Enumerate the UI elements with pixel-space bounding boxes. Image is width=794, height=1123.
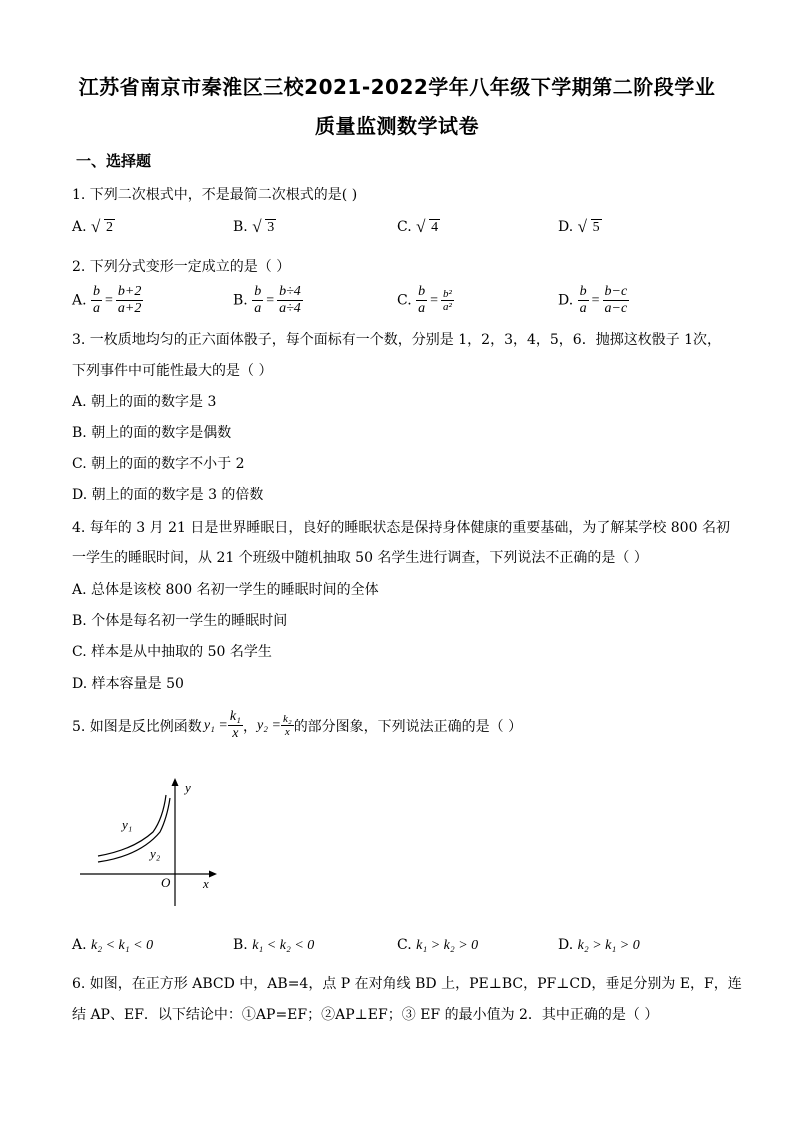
q3-stem-line1: 3. 一枚质地均匀的正六面体骰子，每个面标有一个数，分别是 1，2，3，4，5，6．抛掷这枚骰子 1次， — [72, 332, 722, 348]
q2-option-a: A. $\frac{b}{a}$ = $\frac{b+2}{a+2}$ — [72, 284, 142, 316]
q3-stem-line2: 下列事件中可能性最大的是（ ） — [72, 363, 273, 379]
q4-option-a: A. 总体是该校 800 名初一学生的睡眠时间的全体 — [72, 582, 379, 598]
q2-option-b: B. $\frac{b}{a}$ = $\frac{b\div 4}{a\div 4}$ — [233, 284, 301, 316]
q4-option-d: D. 样本容量是 50 — [72, 676, 184, 692]
q1-option-c: C. √ 4 — [397, 217, 439, 236]
q5-option-c: C. k₁ > k₂ > 0 — [397, 937, 479, 953]
curve-y1-label: y₁ — [122, 817, 133, 832]
q4-stem-line1: 4. 每年的 3 月 21 日是世界睡眠日，良好的睡眠状态是保持身体健康的重要基础，为了解某学校 800 名初 — [72, 520, 730, 536]
q5-stem: 5. 如图是反比例函数 y₁ = $\frac{\text{k₁}}{x}$ ， y₂ = $\frac{\text{k₂}}{x}$ 的部分图象，下列说法正确的是（ ） — [72, 709, 523, 741]
q5-option-a: A. k₂ < k₁ < 0 — [72, 937, 154, 953]
q3-option-d: D. 朝上的面的数字是 3 的倍数 — [72, 487, 264, 503]
q2-stem: 2. 下列分式变形一定成立的是（ ） — [72, 259, 291, 275]
q4-stem-line2: 一学生的睡眠时间，从 21 个班级中随机抽取 50 名学生进行调查，下列说法不正确的是（ ） — [72, 550, 648, 566]
q1-option-a: A. √ 2 — [72, 217, 114, 236]
q5-option-d: D. k₂ > k₁ > 0 — [558, 937, 640, 953]
exam-title-line2: 质量监测数学试卷 — [315, 114, 479, 138]
q4-option-b: B. 个体是每名初一学生的睡眠时间 — [72, 613, 288, 629]
origin-label: O — [161, 875, 171, 890]
exam-title-line1: 江苏省南京市秦淮区三校2021-2022学年八年级下学期第二阶段学业 — [78, 75, 716, 99]
q3-option-b: B. 朝上的面的数字是偶数 — [72, 425, 232, 441]
q2-option-c: C. $\frac{b}{a}$ = $\frac{\text{b²}}{\text{a²}}$ — [397, 284, 452, 316]
q3-option-a: A. 朝上的面的数字是 3 — [72, 394, 217, 410]
x-axis-label: x — [203, 876, 209, 891]
section-heading: 一、选择题 — [76, 152, 152, 170]
x-axis-arrow — [209, 871, 217, 878]
q6-stem-line1: 6. 如图，在正方形 ABCD 中，AB=4，点 P 在对角线 BD 上，PE⊥BC，PF⊥CD，垂足分别为 E，F，连 — [72, 976, 742, 992]
y-axis-arrow — [172, 778, 179, 786]
q1-stem: 1. 下列二次根式中，不是最简二次根式的是( ) — [72, 187, 358, 203]
q5-function-graph — [78, 770, 223, 910]
q1-option-d: D. √ 5 — [558, 217, 600, 236]
q4-option-c: C. 样本是从中抽取的 50 名学生 — [72, 644, 272, 660]
q3-option-c: C. 朝上的面的数字不小于 2 — [72, 456, 245, 472]
q5-option-b: B. k₁ < k₂ < 0 — [233, 937, 315, 953]
curve-y2-label: y₂ — [150, 846, 161, 861]
q2-option-d: D. $\frac{b}{a}$ = $\frac{b-c}{a-c}$ — [558, 284, 628, 316]
y-axis-label: y — [185, 780, 191, 795]
q1-option-b: B. √ 3 — [233, 217, 275, 236]
q6-stem-line2: 结 AP、EF．以下结论中：①AP=EF；②AP⊥EF；③ EF 的最小值为 2．其中正确的是（ ） — [72, 1007, 659, 1023]
